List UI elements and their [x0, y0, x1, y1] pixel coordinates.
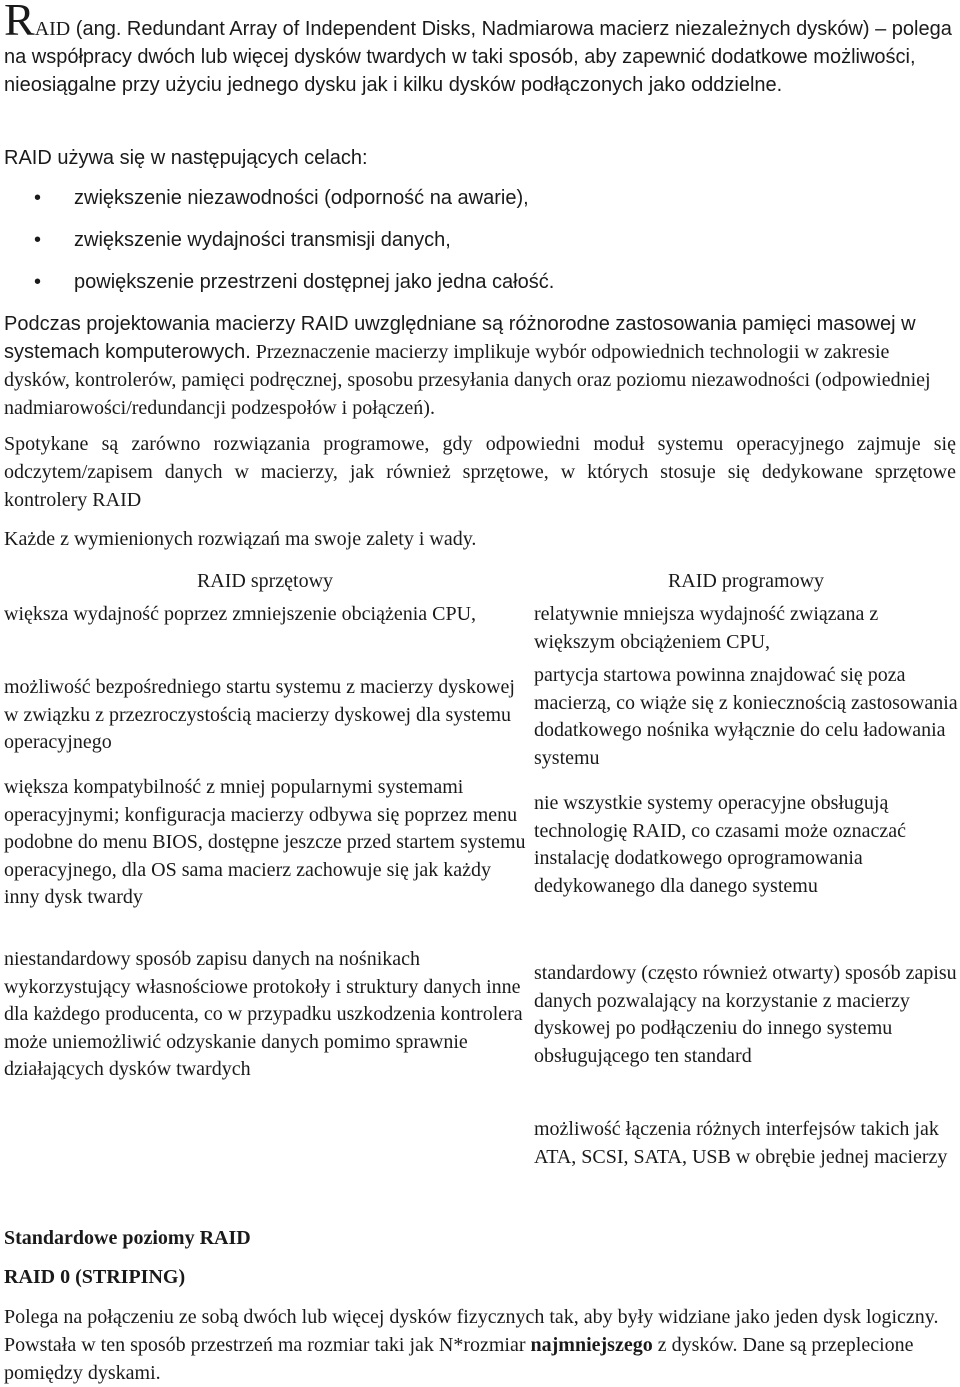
software-raid-column	[534, 566, 958, 1168]
bullet-icon: •	[34, 187, 42, 209]
hardware-item: możliwość bezpośredniego startu systemu z macierzy dyskowej w związku z przezroczystością macierzy dyskowej dla systemu operacyjnego	[4, 676, 515, 753]
uses-intro: RAID używa się w następujących celach:	[4, 147, 368, 169]
design-paragraph	[4, 310, 956, 422]
hardware-raid-column	[4, 566, 526, 1080]
hardware-raid-title: RAID sprzętowy	[196, 570, 334, 592]
software-item: możliwość łączenia różnych interfejsów takich jak ATA, SCSI, SATA, USB w obrębie jednej macierzy	[534, 1118, 948, 1168]
design-serif-part: Przeznaczenie macierzy implikuje wybór odpowiednich technologii w zakresie dysków, kontrolerów, pamięci podręcznej, sposobu przesyłania danych oraz poziomu niezawodności (odpowiedniej nadmiarowości/redundancji podzespołów i połączeń).	[4, 341, 931, 419]
each-has-paragraph: Każde z wymienionych rozwiązań ma swoje zalety i wady.	[4, 528, 477, 550]
uses-list	[4, 184, 956, 310]
intro-paragraph	[4, 2, 956, 99]
list-item: • zwiększenie wydajności transmisji danych,	[4, 226, 956, 268]
bullet-icon: •	[34, 271, 42, 293]
hardware-item: większa wydajność poprzez zmniejszenie obciążenia CPU,	[4, 603, 477, 625]
drop-cap: R	[4, 0, 35, 45]
software-item: relatywnie mniejsza wydajność związana z większym obciążeniem CPU,	[534, 603, 879, 653]
raid0-paragraph: Polega na połączeniu ze sobą dwóch lub więcej dysków fizycznych tak, aby były widziane jako jeden dysk logiczny. Powstała w ten sposób przestrzeń ma rozmiar taki jak N*rozmiar najmniejszego z dysków. Dane są przeplecione pomiędzy dyskami.	[4, 1306, 939, 1384]
acronym-rest: AID	[34, 18, 71, 40]
software-hardware-paragraph: Spotykane są zarówno rozwiązania programowe, gdy odpowiedni moduł systemu operacyjnego zajmuje się odczytem/zapisem danych w macierzy, jak również sprzętowe, w których stosuje się dedykowane sprzętowe kontrolery RAID	[4, 433, 956, 511]
hardware-item: niestandardowy sposób zapisu danych na nośnikach wykorzystujący własnościowe protokoły i struktury danych inne dla każdego producenta, co w przypadku uszkodzenia kontrolera może uniemożliwić odzyskanie danych pomimo sprawnie działających dysków twardych	[4, 948, 523, 1080]
raid-levels-heading: Standardowe poziomy RAID	[4, 1227, 251, 1249]
raid0-bold-word: najmniejszego	[530, 1334, 653, 1356]
software-raid-title: RAID programowy	[667, 570, 825, 592]
list-item: • powiększenie przestrzeni dostępnej jako jedna całość.	[4, 268, 956, 310]
hardware-item: większa kompatybilność z mniej popularnymi systemami operacyjnymi; konfiguracja macierzy odbywa się poprzez menu podobne do menu BIOS, dostępne jeszcze przed startem systemu operacyjnego, dla OS sama macierz zachowuje się jak każdy inny dysk twardy	[4, 776, 526, 908]
software-item: standardowy (często również otwarty) sposób zapisu danych pozwalający na korzystanie z macierzy dyskowej po podłączeniu do innego systemu obsługującego ten standard	[534, 962, 957, 1067]
intro-text: (ang. Redundant Array of Independent Disks, Nadmiarowa macierz niezależnych dysków) – polega na współpracy dwóch lub więcej dysków twardych w taki sposób, aby zapewnić dodatkowe możliwości, nieosiągalne przy użyciu jednego dysku jak i kilku dysków podłączonych jako oddzielne.	[4, 18, 952, 96]
list-item: • zwiększenie niezawodności (odporność na awarie),	[4, 184, 956, 226]
software-item: partycja startowa powinna znajdować się poza macierzą, co wiąże się z koniecznością zastosowania dodatkowego nośnika wyłącznie do celu ładowania systemu	[534, 664, 958, 769]
bullet-icon: •	[34, 229, 42, 251]
software-item: nie wszystkie systemy operacyjne obsługują technologię RAID, co czasami może oznaczać instalację dodatkowego oprogramowania dedykowanego dla danego systemu	[534, 792, 907, 897]
raid0-heading: RAID 0 (STRIPING)	[4, 1266, 186, 1288]
design-sans-part: Podczas projektowania macierzy RAID uwzględniane są różnorodne zastosowania pamięci masowej w systemach komputerowych.	[4, 313, 916, 363]
